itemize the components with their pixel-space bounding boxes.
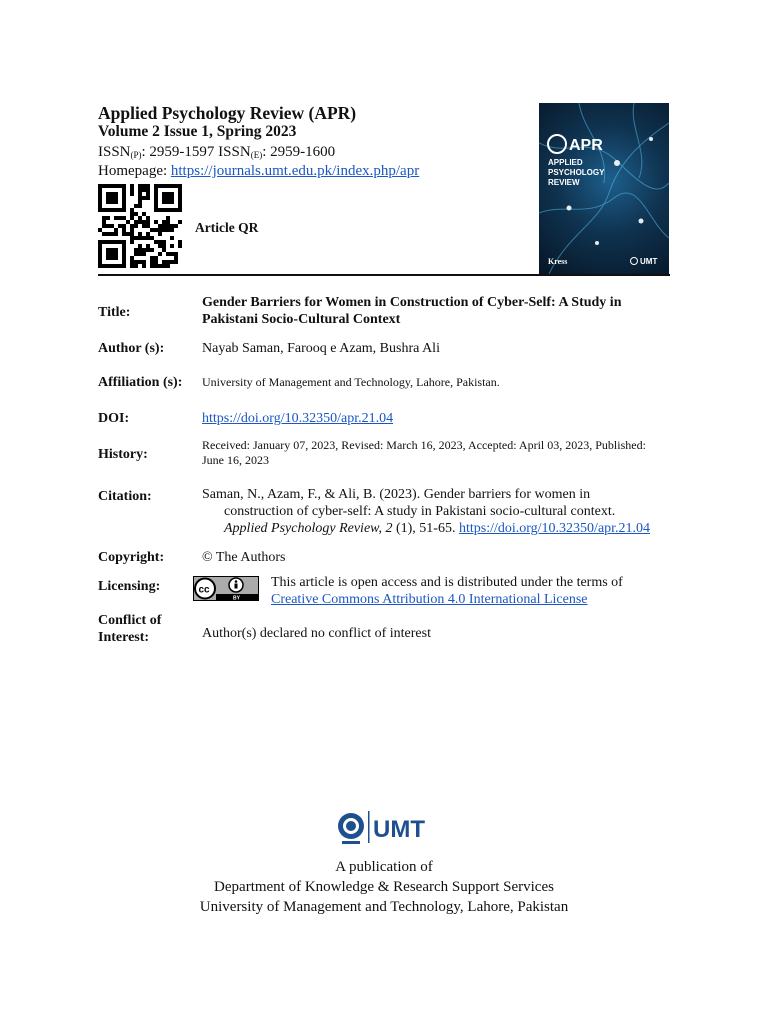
journal-issn: $ISSN_{(P)}$: 2959-1597 $ISSN_{(E)}$: 2959-1600: [98, 144, 336, 160]
publication-of: A publication of: [335, 859, 433, 875]
umt-logo: [334, 808, 434, 848]
cover-logo-text: APR: [569, 137, 603, 154]
history-label: History:: [98, 447, 148, 462]
svg-text:cc: cc: [198, 584, 210, 596]
cover-line-2: PSYCHOLOGY: [548, 168, 605, 177]
umt-logo-text: UMT: [373, 816, 425, 843]
homepage-link[interactable]: https://journals.umt.edu.pk/index.php/apr: [170, 163, 420, 179]
title-label: Title:: [98, 305, 131, 320]
meta-row-history: [98, 438, 670, 470]
publisher-department: Department of Knowledge & Research Support Services: [214, 879, 554, 895]
affiliation-value: University of Management and Technology, Lahore, Pakistan.: [202, 375, 500, 389]
copyright-value: © The Authors: [202, 550, 286, 565]
cover-badge-right: UMT: [640, 257, 658, 266]
citation-label: Citation:: [98, 489, 152, 504]
meta-row-author: [98, 340, 670, 358]
meta-row-doi: [98, 410, 670, 428]
umt-mini-logo-icon: [631, 258, 638, 265]
meta-row-copyright: [98, 549, 670, 567]
licensing-text: This article is open access and is distributed under the terms of: [271, 575, 623, 590]
svg-text:BY: BY: [233, 595, 240, 601]
journal-title: Applied Psychology Review (APR): [98, 103, 357, 123]
journal-cover-image: [539, 103, 669, 274]
conflict-label: Conflict of Interest:: [98, 613, 162, 645]
header-divider: [98, 274, 670, 276]
citation-line-2: construction of cyber-self: A study in Pakistani socio-cultural context.: [224, 504, 616, 519]
citation-line-1: Saman, N., Azam, F., & Ali, B. (2023). Gender barriers for women in: [202, 487, 591, 502]
apr-logo-icon: [548, 135, 566, 153]
doi-label: DOI:: [98, 411, 130, 426]
author-value: Nayab Saman, Farooq e Azam, Bushra Ali: [202, 341, 440, 356]
article-qr-code: [98, 184, 182, 268]
meta-row-title: [98, 294, 670, 334]
cover-badge-left: Kress: [548, 257, 568, 266]
journal-header: [98, 100, 670, 276]
article-qr-label: Article QR: [195, 220, 259, 235]
publisher-university: University of Management and Technology, Lahore, Pakistan: [199, 899, 569, 915]
licensing-label: Licensing:: [98, 579, 161, 594]
cover-line-3: REVIEW: [548, 178, 580, 187]
article-title: Gender Barriers for Women in Construction of Cyber-Self: A Study in Pakistani Socio-Cultural Context: [202, 295, 622, 327]
doi-link[interactable]: https://doi.org/10.32350/apr.21.04: [202, 411, 394, 426]
meta-row-affiliation: [98, 374, 670, 392]
cc-by-license-icon[interactable]: [193, 576, 259, 601]
affiliation-label: Affiliation (s):: [98, 375, 183, 390]
meta-row-licensing: [98, 574, 670, 610]
licensing-value: [271, 574, 670, 608]
conflict-value: Author(s) declared no conflict of interest: [202, 626, 431, 641]
journal-homepage: Homepage: https://journals.umt.edu.pk/index.php/apr: [98, 163, 420, 179]
citation-doi-link[interactable]: https://doi.org/10.32350/apr.21.04: [458, 521, 651, 536]
meta-row-conflict: [98, 612, 670, 648]
journal-volume: Volume 2 Issue 1, Spring 2023: [98, 123, 297, 140]
citation-value: [202, 486, 670, 537]
citation-line-3: Applied Psychology Review, 2 (1), 51-65. https://doi.org/10.32350/apr.21.04: [224, 521, 651, 536]
history-value: Received: January 07, 2023, Revised: March 16, 2023, Accepted: April 03, 2023, Published: June 16, 2023: [202, 438, 646, 467]
cover-line-1: APPLIED: [548, 158, 583, 167]
author-label: Author (s):: [98, 341, 165, 356]
copyright-label: Copyright:: [98, 550, 165, 565]
license-link[interactable]: Creative Commons Attribution 4.0 International License: [271, 592, 588, 607]
publisher-footer: [0, 808, 768, 917]
meta-row-citation: [98, 486, 670, 538]
